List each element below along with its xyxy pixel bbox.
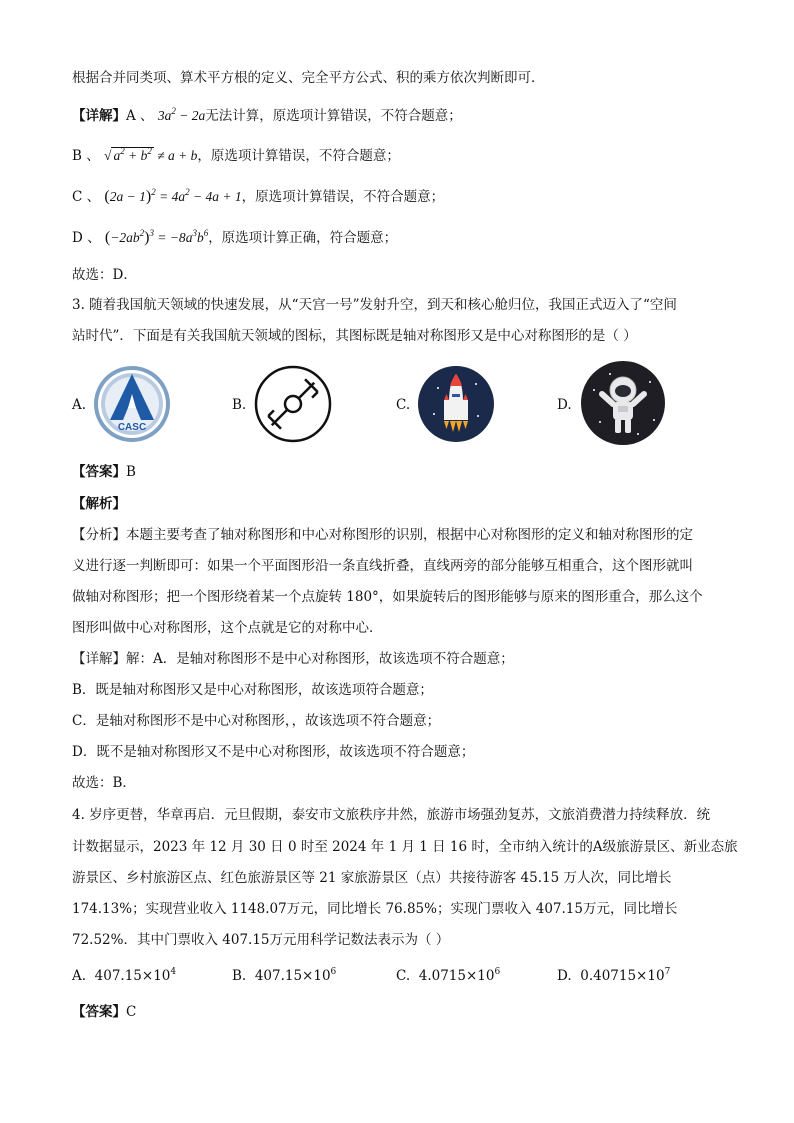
q3-analysis-line: 义进行逐一判断即可：如果一个平面图形沿一条直线折叠，直线两旁的部分能够互相重合，这个图形就叫 (72, 558, 693, 574)
q4-choice-a: A. $407.15\times 10^4$ (72, 967, 177, 984)
q3-detail-line: B．既是轴对称图形又是中心对称图形，故该选项符合题意； (72, 682, 433, 698)
q4-stem-line: 174.13%；实现营业收入 1148.07万元，同比增长 76.85%；实现门票收入 407.15万元，同比增长 (72, 901, 678, 917)
q3-stem-line1: 3. 随着我国航天领域的快速发展，从“天宫一号”发射升空，到天和核心舱归位，我国正式迈入了“空间 (72, 297, 677, 313)
q4-answer: 【答案】C (72, 1004, 137, 1020)
expr-b: √ $a^2 + b^2 \ne a + b$ (104, 146, 198, 163)
q4-choice-d: D. $0.40715\times 10^7$ (557, 967, 671, 984)
q4-stem-line: 72.52%．其中门票收入 407.15万元用科学记数法表示为（ ） (72, 932, 450, 948)
q4-answer-value: C (126, 1004, 137, 1020)
q3-choose: 故选：B． (72, 775, 136, 791)
q3-answer: 【答案】B (72, 464, 136, 480)
q4-choice-c: C. $4.0715\times 10^6$ (396, 967, 501, 984)
option-d-label: D. (557, 397, 572, 413)
q3-analysis-line: 图形叫做中心对称图形，这个点就是它的对称中心． (72, 620, 383, 636)
q3-answer-value: B (126, 464, 136, 480)
q4-stem-line: 计数据显示，2023 年 12 月 30 日 0 时至 2024 年 1 月 1 日 16 时，全市纳入统计的A级旅游景区、新业态旅 (72, 839, 738, 855)
satellite-icon (253, 364, 333, 444)
detail-c: C 、 $(2a - 1)^2 = 4a^2 - 4a + 1$，原选项计算错误，不符合题意； (72, 187, 445, 205)
expr-d: $(-2ab^2)^3 = -8a^3b^6$ (104, 228, 209, 246)
q4-stem-line: 4. 岁序更替，华章再启．元旦假期，泰安市文旅秩序井然，旅游市场强劲复苏，文旅消费潜力持续释放．统 (72, 807, 711, 823)
q2-choose: 故选：D． (72, 267, 137, 283)
detail-b: B 、 √ $a^2 + b^2 \ne a + b$，原选项计算错误，不符合题意； (72, 146, 400, 164)
casc-logo-icon (92, 364, 172, 444)
q4-stem-line: 游景区、乡村旅游区点、红色旅游景区等 21 家旅游景区（点）共接待游客 45.15 万人次，同比增长 (72, 870, 672, 886)
casc-logo-text: CASC (117, 422, 147, 433)
q3-detail-line: D．既不是轴对称图形又不是中心对称图形，故该选项不符合题意； (72, 744, 475, 760)
q4-choice-b: B. $407.15\times 10^6$ (232, 967, 337, 984)
option-c-label: C. (396, 397, 411, 413)
q3-stem-line2: 站时代”．下面是有关我国航天领域的图标，其图标既是轴对称图形又是中心对称图形的是（ ） (72, 328, 637, 344)
detail-d: D 、 $(-2ab^2)^3 = -8a^3b^6$，原选项计算正确，符合题意； (72, 228, 398, 246)
q3-detail-line: 【详解】解：A．是轴对称图形不是中心对称图形，故该选项不符合题意； (72, 651, 514, 667)
expr-c: $(2a - 1)^2 = 4a^2 - 4a + 1$ (104, 187, 242, 205)
expr-a: $3a^2 - 2a$ (157, 106, 206, 123)
option-b-label: B. (232, 397, 247, 413)
intro-line: 根据合并同类项、算术平方根的定义、完全平方公式、积的乘方依次判断即可． (72, 70, 545, 86)
detail-tag: 【详解】 (72, 108, 126, 124)
q3-analysis-line: 做轴对称图形；把一个图形绕着某一个点旋转 180°，如果旋转后的图形能够与原来的图形重合，那么这个 (72, 589, 703, 605)
astronaut-icon (580, 360, 666, 446)
q3-analysis-line: 【分析】本题主要考查了轴对称图形和中心对称图形的识别，根据中心对称图形的定义和轴对称图形的定 (72, 527, 693, 543)
detail-a: 【详解】A 、 $3a^2 - 2a$无法计算，原选项计算错误，不符合题意； (72, 106, 462, 124)
q3-detail-line: C．是轴对称图形不是中心对称图形，，故该选项不符合题意； (72, 713, 441, 729)
option-a-label: A. (72, 397, 87, 413)
q3-analysis-tag: 【解析】 (72, 496, 126, 512)
rocket-icon (416, 364, 496, 444)
